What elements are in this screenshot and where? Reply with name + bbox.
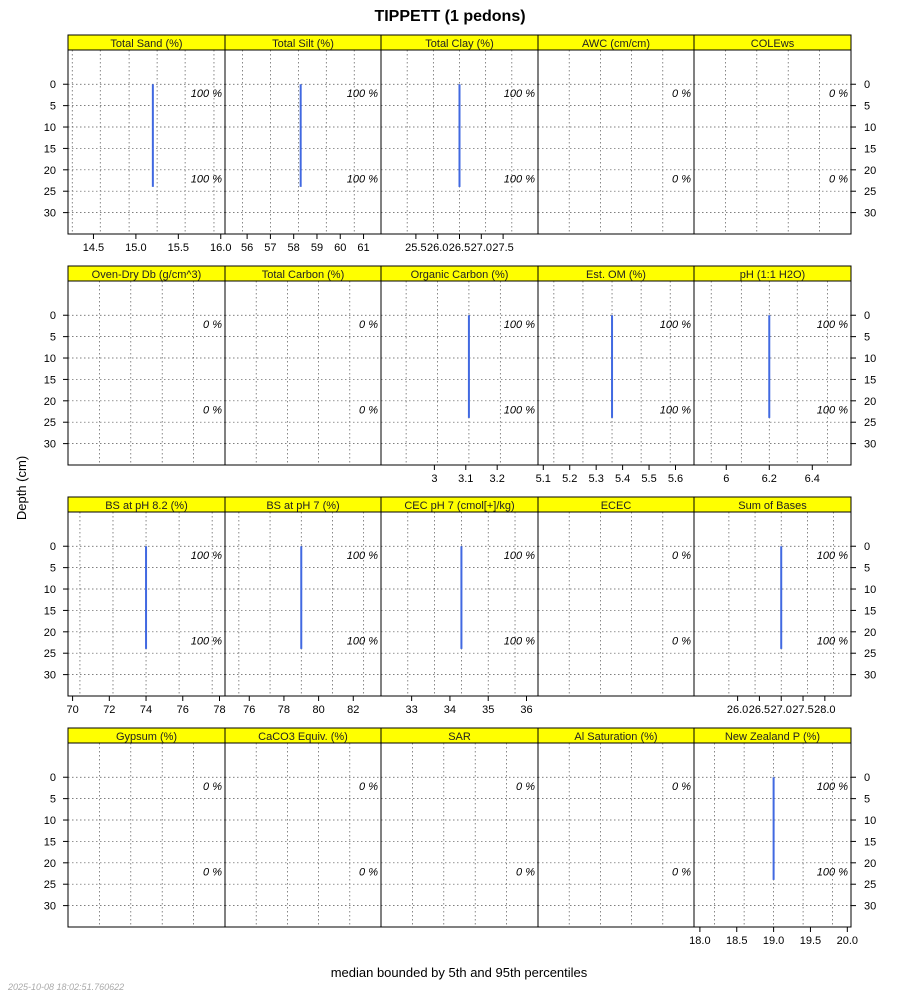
x-tick-label: 18.5 <box>726 935 748 947</box>
panel-3 <box>538 35 694 234</box>
y-tick-label: 15 <box>864 143 877 156</box>
panel-frame <box>538 512 694 696</box>
panel-18 <box>538 728 694 927</box>
pct-label-bottom: 100 % <box>816 866 848 879</box>
panel-title: SAR <box>448 731 471 743</box>
y-tick-label: 15 <box>864 374 877 387</box>
x-tick-label: 58 <box>287 242 300 254</box>
x-tick-label: 76 <box>243 704 256 716</box>
pct-label-bottom: 100 % <box>503 635 535 648</box>
y-tick-label: 10 <box>43 815 56 828</box>
x-tick-label: 82 <box>347 704 360 716</box>
panel-grid <box>44 35 877 947</box>
x-tick-label: 26.0 <box>726 704 749 716</box>
y-tick-label: 0 <box>49 310 56 323</box>
y-tick-label: 15 <box>864 836 877 849</box>
pct-label-bottom: 100 % <box>190 173 222 186</box>
pct-label-bottom: 0 % <box>672 635 691 648</box>
pct-label-bottom: 0 % <box>359 404 378 417</box>
pct-label-top: 100 % <box>659 318 691 331</box>
panel-frame <box>694 743 851 927</box>
x-tick-label: 5.6 <box>667 473 684 485</box>
pct-label-top: 0 % <box>359 318 378 331</box>
pct-label-top: 0 % <box>672 87 691 100</box>
y-tick-label: 20 <box>864 857 877 870</box>
pct-label-top: 100 % <box>190 549 222 562</box>
pct-label-bottom: 100 % <box>503 404 535 417</box>
y-tick-label: 20 <box>43 164 56 177</box>
x-tick-label: 27.0 <box>470 242 493 254</box>
y-tick-label: 25 <box>43 648 56 661</box>
pct-label-bottom: 100 % <box>346 173 378 186</box>
y-tick-label: 5 <box>864 562 871 575</box>
panel-14 <box>694 497 851 716</box>
pct-label-top: 100 % <box>816 549 848 562</box>
x-tick-label: 25.5 <box>405 242 427 254</box>
x-tick-label: 20.0 <box>836 935 859 947</box>
y-tick-label: 0 <box>864 772 871 785</box>
panel-5 <box>68 266 225 465</box>
panel-0 <box>68 35 231 254</box>
y-tick-label: 0 <box>49 79 56 92</box>
x-tick-label: 36 <box>520 704 533 716</box>
y-tick-label: 15 <box>43 836 56 849</box>
y-tick-label: 15 <box>43 143 56 156</box>
x-tick-label: 6.2 <box>761 473 777 485</box>
x-tick-label: 60 <box>334 242 347 254</box>
panel-frame <box>225 50 381 234</box>
x-tick-label: 5.1 <box>535 473 551 485</box>
panel-19 <box>689 728 858 947</box>
y-tick-label: 20 <box>43 395 56 408</box>
pct-label-top: 100 % <box>816 318 848 331</box>
panel-title: Total Sand (%) <box>110 38 183 50</box>
panel-frame <box>225 281 381 465</box>
panel-frame <box>68 281 225 465</box>
x-tick-label: 35 <box>482 704 495 716</box>
panel-9 <box>694 266 851 485</box>
panel-10 <box>66 497 225 716</box>
y-tick-label: 15 <box>43 605 56 618</box>
pct-label-bottom: 0 % <box>672 173 691 186</box>
panel-16 <box>225 728 381 927</box>
panel-frame <box>538 50 694 234</box>
chart-title: TIPPETT (1 pedons) <box>374 8 526 25</box>
y-tick-label: 25 <box>864 417 877 430</box>
pct-label-top: 100 % <box>346 87 378 100</box>
y-tick-label: 0 <box>864 541 871 554</box>
pct-label-bottom: 100 % <box>816 635 848 648</box>
panel-2 <box>381 35 538 254</box>
panel-13 <box>538 497 694 696</box>
panel-frame <box>538 743 694 927</box>
panel-title: pH (1:1 H2O) <box>739 269 806 281</box>
panel-17 <box>381 728 538 927</box>
y-tick-label: 20 <box>864 395 877 408</box>
pct-label-bottom: 0 % <box>516 866 535 879</box>
x-tick-label: 18.0 <box>689 935 711 947</box>
y-tick-label: 30 <box>864 207 877 220</box>
pct-label-top: 100 % <box>816 780 848 793</box>
x-tick-label: 61 <box>357 242 370 254</box>
panel-11 <box>225 497 381 716</box>
y-tick-label: 15 <box>43 374 56 387</box>
pct-label-bottom: 0 % <box>829 173 848 186</box>
x-tick-label: 5.5 <box>641 473 657 485</box>
panel-title: BS at pH 8.2 (%) <box>105 500 188 512</box>
y-tick-label: 5 <box>49 562 56 575</box>
x-tick-label: 5.4 <box>614 473 631 485</box>
y-tick-label: 20 <box>864 164 877 177</box>
y-tick-label: 10 <box>864 815 877 828</box>
y-tick-label: 0 <box>864 310 871 323</box>
x-axis-caption: median bounded by 5th and 95th percentiles <box>330 965 588 980</box>
panel-title: Al Saturation (%) <box>574 731 658 743</box>
y-tick-label: 25 <box>864 648 877 661</box>
pct-label-bottom: 0 % <box>672 866 691 879</box>
pct-label-bottom: 0 % <box>203 866 222 879</box>
panel-frame <box>694 512 851 696</box>
pct-label-top: 100 % <box>190 87 222 100</box>
panel-frame <box>68 50 225 234</box>
y-tick-label: 25 <box>43 879 56 892</box>
y-tick-label: 10 <box>43 122 56 135</box>
y-axis-label: Depth (cm) <box>14 455 29 521</box>
y-tick-label: 30 <box>864 438 877 451</box>
panel-12 <box>381 497 538 716</box>
pct-label-bottom: 0 % <box>203 404 222 417</box>
panel-title: AWC (cm/cm) <box>581 38 651 50</box>
panel-title: ECEC <box>600 500 632 512</box>
x-tick-label: 14.5 <box>82 242 105 254</box>
panel-title: Organic Carbon (%) <box>410 269 509 281</box>
y-tick-label: 30 <box>864 669 877 682</box>
y-tick-label: 5 <box>864 331 871 344</box>
x-tick-label: 19.5 <box>799 935 822 947</box>
panel-title: COLEws <box>750 38 795 50</box>
panel-6 <box>225 266 381 465</box>
x-tick-label: 19.0 <box>762 935 785 947</box>
panel-title: BS at pH 7 (%) <box>266 500 340 512</box>
x-tick-label: 26.5 <box>748 704 771 716</box>
y-tick-label: 10 <box>864 584 877 597</box>
panel-frame <box>538 281 694 465</box>
pct-label-top: 0 % <box>672 780 691 793</box>
pct-label-top: 0 % <box>829 87 848 100</box>
x-tick-label: 3.1 <box>458 473 474 485</box>
y-tick-label: 10 <box>43 584 56 597</box>
x-tick-label: 28.0 <box>814 704 836 716</box>
pct-label-bottom: 100 % <box>659 404 691 417</box>
pct-label-bottom: 100 % <box>503 173 535 186</box>
y-tick-label: 30 <box>43 669 56 682</box>
x-tick-label: 33 <box>405 704 418 716</box>
panel-title: Total Silt (%) <box>272 38 334 50</box>
panel-title: Total Clay (%) <box>425 38 494 50</box>
panel-title: Gypsum (%) <box>115 731 178 743</box>
panel-title: Est. OM (%) <box>586 269 646 281</box>
x-tick-label: 5.3 <box>588 473 604 485</box>
x-tick-label: 57 <box>264 242 277 254</box>
pct-label-top: 0 % <box>516 780 535 793</box>
y-tick-label: 0 <box>49 541 56 554</box>
x-tick-label: 15.5 <box>167 242 190 254</box>
y-tick-label: 30 <box>43 438 56 451</box>
y-tick-label: 25 <box>864 879 877 892</box>
panel-frame <box>225 512 381 696</box>
y-tick-label: 10 <box>864 353 877 366</box>
y-tick-label: 25 <box>43 417 56 430</box>
panel-15 <box>68 728 225 927</box>
x-tick-label: 59 <box>310 242 324 254</box>
panel-frame <box>381 743 538 927</box>
panel-title: CEC pH 7 (cmol[+]/kg) <box>404 500 515 512</box>
x-tick-label: 27.0 <box>770 704 792 716</box>
pct-label-top: 100 % <box>503 87 535 100</box>
y-tick-label: 20 <box>43 626 56 639</box>
x-tick-label: 78 <box>213 704 226 716</box>
pct-label-top: 100 % <box>503 318 535 331</box>
y-tick-label: 0 <box>864 79 871 92</box>
x-tick-label: 56 <box>240 242 254 254</box>
pct-label-bottom: 100 % <box>346 635 378 648</box>
pct-label-top: 0 % <box>359 780 378 793</box>
x-tick-label: 70 <box>66 704 79 716</box>
y-tick-label: 20 <box>43 857 56 870</box>
y-tick-label: 5 <box>864 793 871 806</box>
x-tick-label: 6.4 <box>804 473 820 485</box>
x-tick-label: 16.0 <box>210 242 232 254</box>
pct-label-top: 0 % <box>672 549 691 562</box>
x-tick-label: 74 <box>139 704 153 716</box>
panel-title: Oven-Dry Db (g/cm^3) <box>91 269 202 281</box>
y-tick-label: 30 <box>43 207 56 220</box>
y-tick-label: 10 <box>864 122 877 135</box>
y-tick-label: 30 <box>43 900 56 913</box>
x-tick-label: 27.5 <box>792 704 814 716</box>
pct-label-top: 100 % <box>503 549 535 562</box>
x-tick-label: 3.2 <box>489 473 505 485</box>
panel-1 <box>225 35 381 254</box>
x-tick-label: 26.0 <box>426 242 449 254</box>
y-tick-label: 10 <box>43 353 56 366</box>
pct-label-top: 100 % <box>346 549 378 562</box>
panel-title: Total Carbon (%) <box>261 269 345 281</box>
panel-title: CaCO3 Equiv. (%) <box>258 731 348 743</box>
timestamp: 2025-10-08 18:02:51.760622 <box>8 982 125 992</box>
y-tick-label: 5 <box>864 100 871 113</box>
x-tick-label: 80 <box>312 704 325 716</box>
panel-frame <box>381 512 538 696</box>
panel-8 <box>536 266 694 485</box>
y-tick-label: 0 <box>49 772 56 785</box>
y-tick-label: 5 <box>49 100 56 113</box>
y-tick-label: 25 <box>43 186 56 199</box>
panel-frame <box>225 743 381 927</box>
panel-title: Sum of Bases <box>738 500 807 512</box>
panel-frame <box>694 50 851 234</box>
panel-4 <box>694 35 851 234</box>
x-tick-label: 72 <box>103 704 116 716</box>
x-tick-label: 3 <box>431 473 438 485</box>
x-tick-label: 78 <box>277 704 291 716</box>
panel-frame <box>381 281 538 465</box>
x-tick-label: 5.2 <box>562 473 578 485</box>
pct-label-bottom: 100 % <box>190 635 222 648</box>
y-tick-label: 25 <box>864 186 877 199</box>
pct-label-top: 0 % <box>203 318 222 331</box>
panel-7 <box>381 266 538 485</box>
y-tick-label: 5 <box>49 793 56 806</box>
y-tick-label: 30 <box>864 900 877 913</box>
x-tick-label: 26.5 <box>448 242 471 254</box>
pct-label-bottom: 0 % <box>359 866 378 879</box>
panel-frame <box>68 743 225 927</box>
y-tick-label: 5 <box>49 331 56 344</box>
panel-title: New Zealand P (%) <box>724 731 821 743</box>
x-tick-label: 34 <box>443 704 457 716</box>
pct-label-bottom: 100 % <box>816 404 848 417</box>
pct-label-top: 0 % <box>203 780 222 793</box>
x-tick-label: 76 <box>176 704 189 716</box>
y-tick-label: 20 <box>864 626 877 639</box>
y-tick-label: 15 <box>864 605 877 618</box>
x-tick-label: 15.0 <box>125 242 147 254</box>
x-tick-label: 27.5 <box>492 242 514 254</box>
x-tick-label: 6 <box>723 473 730 485</box>
